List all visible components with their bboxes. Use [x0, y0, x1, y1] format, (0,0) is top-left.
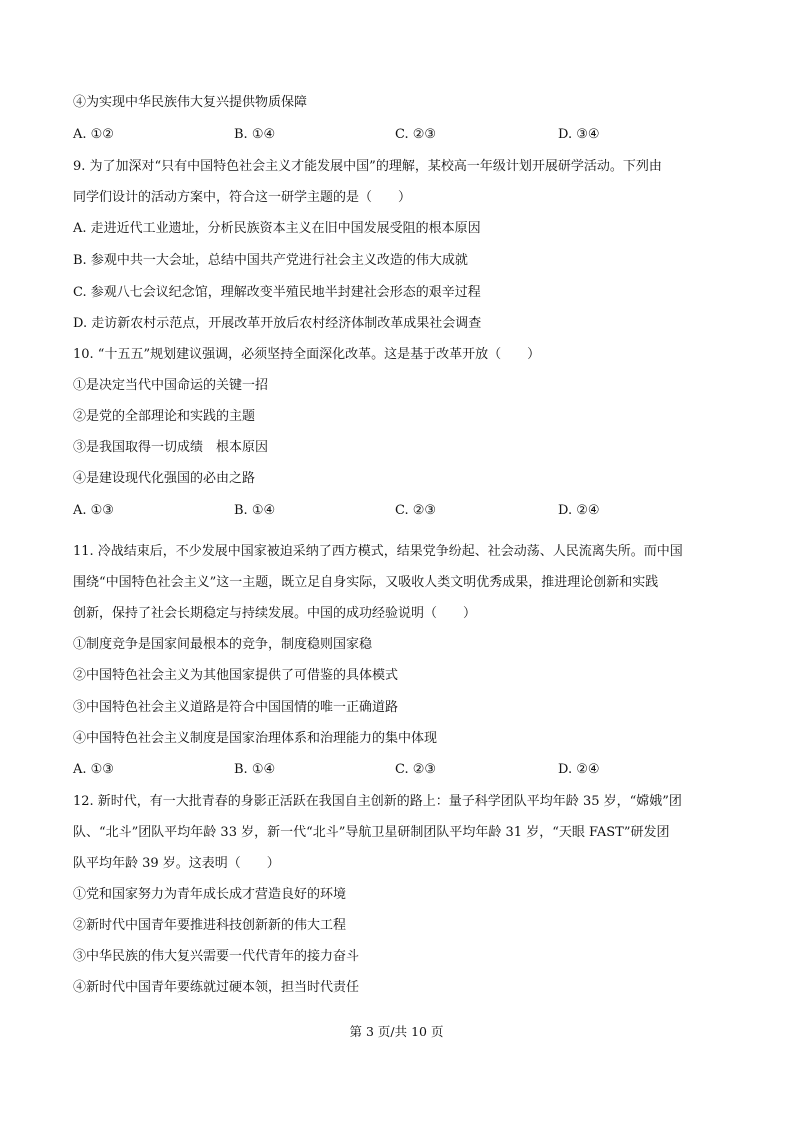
- q11-option-b: B. ①④: [234, 762, 276, 777]
- q10-option-a: A. ①③: [73, 503, 114, 518]
- q10-options: [73, 503, 673, 519]
- q11-options: [73, 762, 673, 778]
- q9-option-b: B. 参观中共一大会址，总结中国共产党进行社会主义改造的伟大成就: [73, 253, 468, 268]
- q12-item-1: ①党和国家努力为青年成长成才营造良好的环境: [73, 887, 347, 902]
- q11-item-4: ④中国特色社会主义制度是国家治理体系和治理能力的集中体现: [73, 731, 438, 746]
- q11-stem-line2: 围绕“中国特色社会主义”这一主题，既立足自身实际，又吸收人类文明优秀成果，推进理论创新和实践: [73, 575, 659, 590]
- q11-option-a: A. ①③: [73, 762, 114, 777]
- q12-item-3: ③中华民族的伟大复兴需要一代代青年的接力奋斗: [73, 949, 360, 964]
- q11-stem-line1: 11. 冷战结束后，不少发展中国家被迫采纳了西方模式，结果党争纷起、社会动荡、人民流离失所。而中国: [73, 544, 683, 559]
- q8-option-d: D. ③④: [558, 127, 600, 142]
- q8-option-a: A. ①②: [73, 127, 114, 142]
- q8-item-4: ④为实现中华民族伟大复兴提供物质保障: [73, 95, 308, 110]
- q10-item-1: ①是决定当代中国命运的关键一招: [73, 378, 269, 393]
- q11-option-c: C. ②③: [395, 762, 437, 777]
- q8-options: [73, 127, 673, 143]
- q10-option-c: C. ②③: [395, 503, 437, 518]
- q8-option-b: B. ①④: [234, 127, 276, 142]
- q10-item-3: ③是我国取得一切成绩 根本原因: [73, 440, 269, 455]
- q10-option-b: B. ①④: [234, 503, 276, 518]
- q12-item-2: ②新时代中国青年要推进科技创新新的伟大工程: [73, 918, 347, 933]
- q10-option-d: D. ②④: [558, 503, 600, 518]
- q12-stem-line1: 12. 新时代，有一大批青春的身影正活跃在我国自主创新的路上：量子科学团队平均年龄 35 岁，“嫦娥”团: [73, 794, 682, 809]
- q11-stem-line3: 创新，保持了社会长期稳定与持续发展。中国的成功经验说明（ ）: [73, 606, 477, 621]
- q9-option-d: D. 走访新农村示范点，开展改革开放后农村经济体制改革成果社会调查: [73, 316, 482, 331]
- q9-option-c: C. 参观八七会议纪念馆，理解改变半殖民地半封建社会形态的艰辛过程: [73, 285, 481, 300]
- q8-option-c: C. ②③: [395, 127, 437, 142]
- q12-stem-line3: 队平均年龄 39 岁。这表明（ ）: [73, 856, 280, 871]
- q12-stem-line2: 队、“北斗”团队平均年龄 33 岁，新一代“北斗”导航卫星研制团队平均年龄 31 岁，“天眼 FAST”研发团: [73, 825, 670, 840]
- q10-stem: 10. “十五五”规划建议强调，必须坚持全面深化改革。这是基于改革开放（ ）: [73, 347, 541, 362]
- q11-item-2: ②中国特色社会主义为其他国家提供了可借鉴的具体模式: [73, 668, 399, 683]
- q10-item-2: ②是党的全部理论和实践的主题: [73, 409, 256, 424]
- q11-item-1: ①制度竞争是国家间最根本的竞争，制度稳则国家稳: [73, 637, 373, 652]
- page-number: 第 3 页/共 10 页: [349, 1024, 444, 1039]
- q12-item-4: ④新时代中国青年要练就过硬本领，担当时代责任: [73, 980, 360, 995]
- q10-item-4: ④是建设现代化强国的必由之路: [73, 471, 256, 486]
- q9-option-a: A. 走进近代工业遗址，分析民族资本主义在旧中国发展受阻的根本原因: [73, 221, 481, 236]
- q9-stem-line1: 9. 为了加深对“只有中国特色社会主义才能发展中国”的理解，某校高一年级计划开展研学活动。下列由: [73, 159, 662, 174]
- q11-option-d: D. ②④: [558, 762, 600, 777]
- q9-stem-line2: 同学们设计的活动方案中，符合这一研学主题的是（ ）: [73, 190, 412, 205]
- q11-item-3: ③中国特色社会主义道路是符合中国国情的唯一正确道路: [73, 700, 399, 715]
